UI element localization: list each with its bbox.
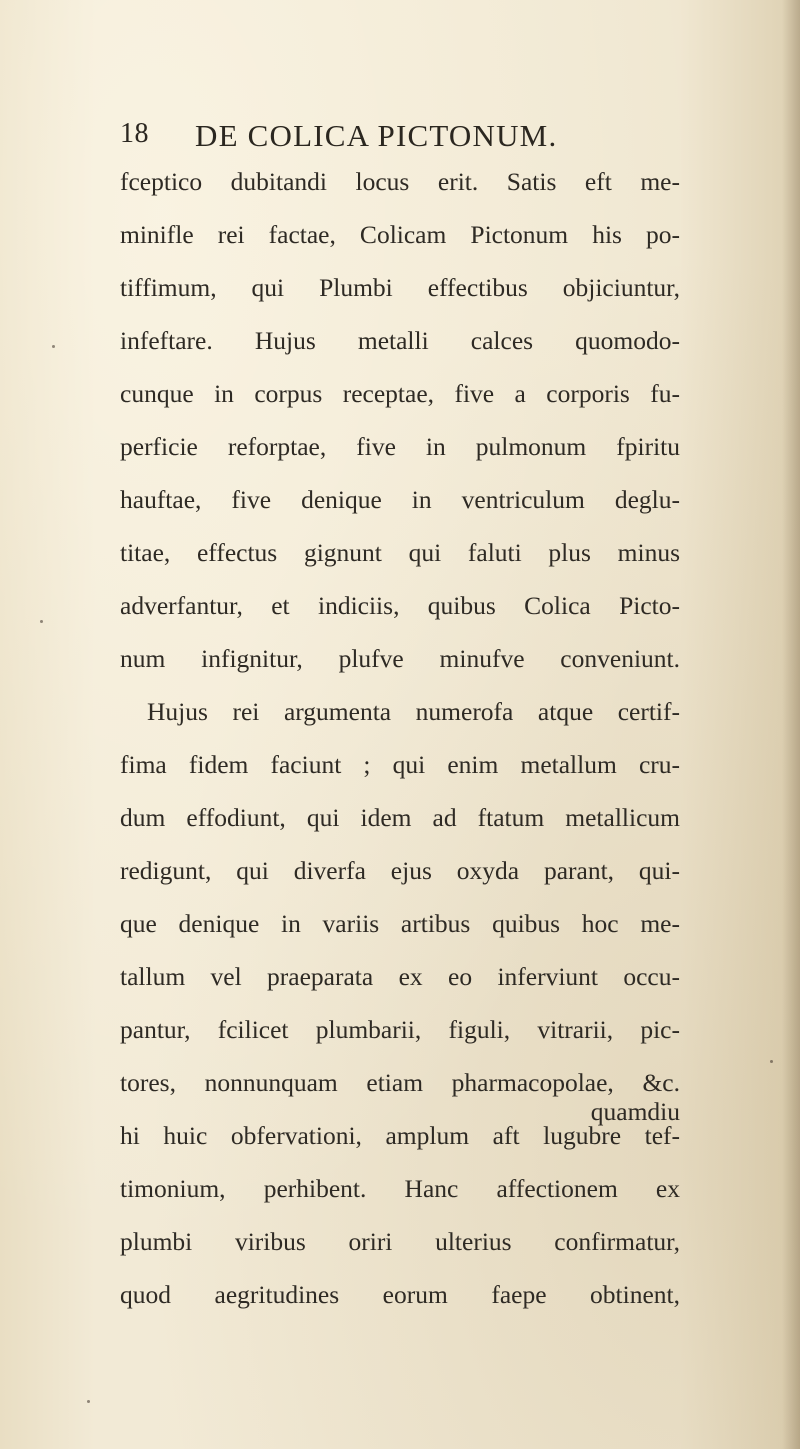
paper-speck: [52, 345, 55, 348]
text-line: perficie reforptae, five in pulmonum fpiritu: [120, 432, 680, 461]
catchword: quamdiu: [590, 1097, 680, 1126]
page-header: [120, 118, 680, 158]
text-line: redigunt, qui diverfa ejus oxyda parant, qui-: [120, 856, 680, 885]
text-line: titae, effectus gignunt qui faluti plus minus: [120, 538, 680, 567]
text-line: hauftae, five denique in ventriculum deglu-: [120, 485, 680, 514]
text-line: que denique in variis artibus quibus hoc me-: [120, 909, 680, 938]
page-number: 18: [120, 118, 149, 149]
text-line: infeftare. Hujus metalli calces quomodo-: [120, 326, 680, 355]
body-text: [120, 155, 680, 1321]
text-line: quod aegritudines eorum faepe obtinent,: [120, 1280, 680, 1309]
text-line: adverfantur, et indiciis, quibus Colica Picto-: [120, 591, 680, 620]
text-line: minifle rei factae, Colicam Pictonum his po-: [120, 220, 680, 249]
text-line: timonium, perhibent. Hanc affectionem ex: [120, 1174, 680, 1203]
page-edge-shadow: [782, 0, 800, 1449]
running-title: DE COLICA PICTONUM.: [195, 118, 558, 153]
text-line: tiffimum, qui Plumbi effectibus objiciuntur,: [120, 273, 680, 302]
text-line: num infignitur, plufve minufve conveniunt.: [120, 644, 680, 673]
paper-speck: [40, 620, 43, 623]
paper-speck: [770, 1060, 773, 1063]
text-line: hi huic obfervationi, amplum aft lugubre tef-: [120, 1121, 680, 1150]
paper-speck: [87, 1400, 90, 1403]
text-line: fima fidem faciunt ; qui enim metallum cru-: [120, 750, 680, 779]
text-line: tallum vel praeparata ex eo inferviunt occu-: [120, 962, 680, 991]
text-line: pantur, fcilicet plumbarii, figuli, vitrarii, pic-: [120, 1015, 680, 1044]
text-line: tores, nonnunquam etiam pharmacopolae, &c.: [120, 1068, 680, 1097]
text-line: fceptico dubitandi locus erit. Satis eft me-: [120, 167, 680, 196]
text-line: Hujus rei argumenta numerofa atque certif-: [147, 697, 680, 726]
text-line: dum effodiunt, qui idem ad ftatum metallicum: [120, 803, 680, 832]
text-line: plumbi viribus oriri ulterius confirmatur,: [120, 1227, 680, 1256]
text-line: cunque in corpus receptae, five a corporis fu-: [120, 379, 680, 408]
